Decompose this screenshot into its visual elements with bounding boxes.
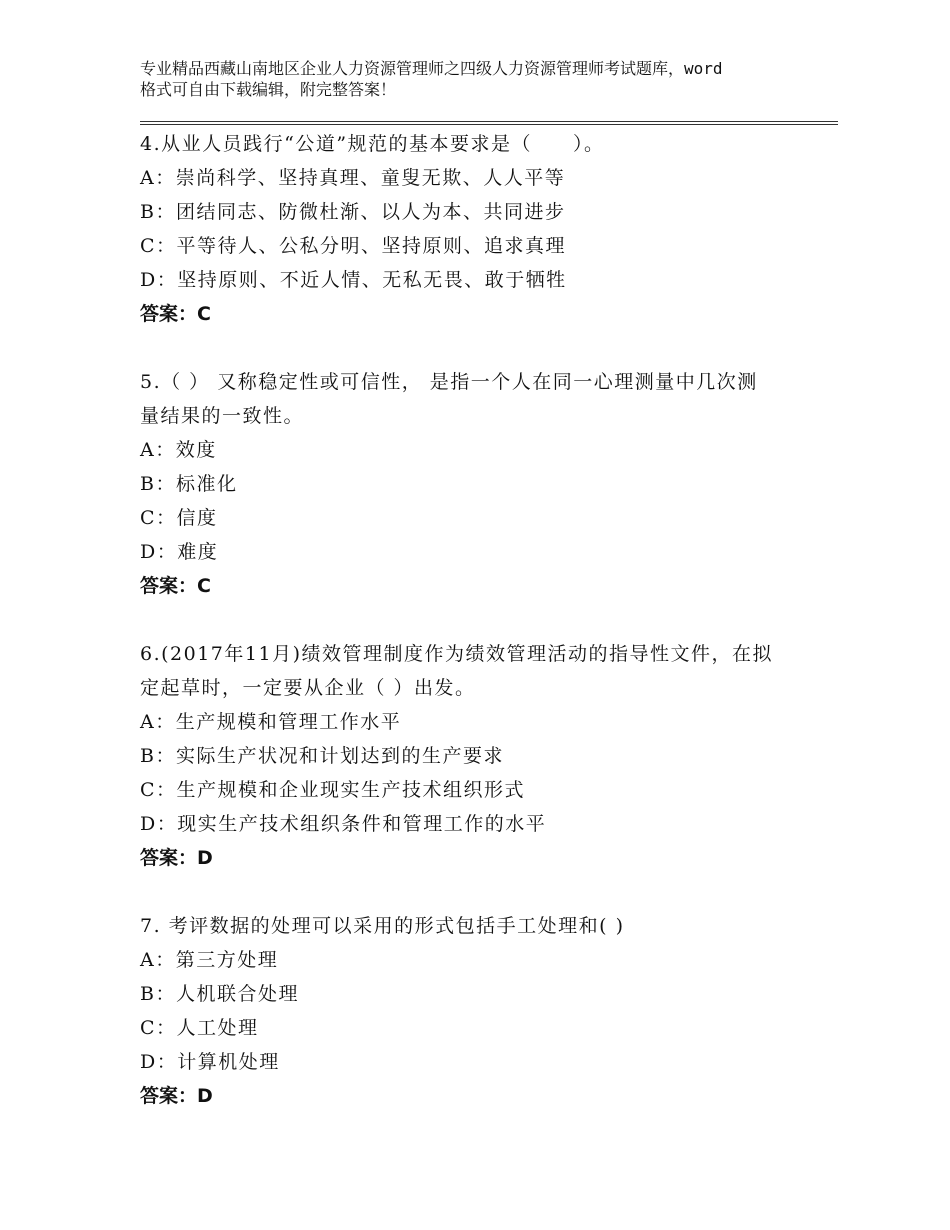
question-text: 4.从业人员践行“公道”规范的基本要求是（ ）。: [140, 133, 605, 155]
option-b: B：实际生产状况和计划达到的生产要求: [140, 745, 504, 767]
question-7: [140, 909, 830, 1113]
answer-value: D: [197, 847, 213, 869]
option-a: A：生产规模和管理工作水平: [140, 711, 402, 733]
option-c: C：人工处理: [140, 1017, 259, 1039]
option-d: D：计算机处理: [140, 1051, 280, 1073]
option-a: A：崇尚科学、坚持真理、童叟无欺、人人平等: [140, 167, 566, 189]
option-b: B：团结同志、防微杜渐、以人为本、共同进步: [140, 201, 566, 223]
answer-value: C: [197, 303, 211, 325]
answer-label: 答案：: [140, 303, 198, 325]
option-c: C：生产规模和企业现实生产技术组织形式: [140, 779, 526, 801]
question-text-line-1: 6.(2017年11月)绩效管理制度作为绩效管理活动的指导性文件，在拟: [140, 643, 773, 665]
answer-label: 答案：: [140, 847, 198, 869]
option-b: B：人机联合处理: [140, 983, 299, 1005]
answer-value: D: [197, 1085, 213, 1107]
question-text-line-2: 定起草时，一定要从企业（ ）出发。: [140, 677, 476, 699]
question-text: 7. 考评数据的处理可以采用的形式包括手工处理和( ): [140, 915, 625, 937]
header-title-line-1: 专业精品西藏山南地区企业人力资源管理师之四级人力资源管理师考试题库，word: [140, 59, 723, 78]
answer-label: 答案：: [140, 1085, 198, 1107]
document-header: [140, 58, 830, 100]
answer: [140, 841, 830, 875]
answer: [140, 1079, 830, 1113]
option-c: C：信度: [140, 507, 218, 529]
answer-label: 答案：: [140, 575, 198, 597]
question-5: [140, 365, 830, 603]
option-c: C：平等待人、公私分明、坚持原则、追求真理: [140, 235, 567, 257]
option-a: A：效度: [140, 439, 217, 461]
question-text-line-1: 5.（ ） 又称稳定性或可信性， 是指一个人在同一心理测量中几次测: [140, 371, 758, 393]
question-6: [140, 637, 830, 875]
option-a: A：第三方处理: [140, 949, 279, 971]
option-d: D：现实生产技术组织条件和管理工作的水平: [140, 813, 547, 835]
answer: [140, 297, 830, 331]
answer-value: C: [197, 575, 211, 597]
option-b: B：标准化: [140, 473, 238, 495]
header-divider: [140, 121, 838, 125]
option-d: D：难度: [140, 541, 219, 563]
question-4: [140, 127, 830, 331]
option-d: D：坚持原则、不近人情、无私无畏、敢于牺牲: [140, 269, 567, 291]
header-title-line-2: 格式可自由下载编辑，附完整答案！: [140, 80, 397, 99]
question-text-line-2: 量结果的一致性。: [140, 405, 305, 427]
question-list: [140, 127, 830, 1147]
answer: [140, 569, 830, 603]
